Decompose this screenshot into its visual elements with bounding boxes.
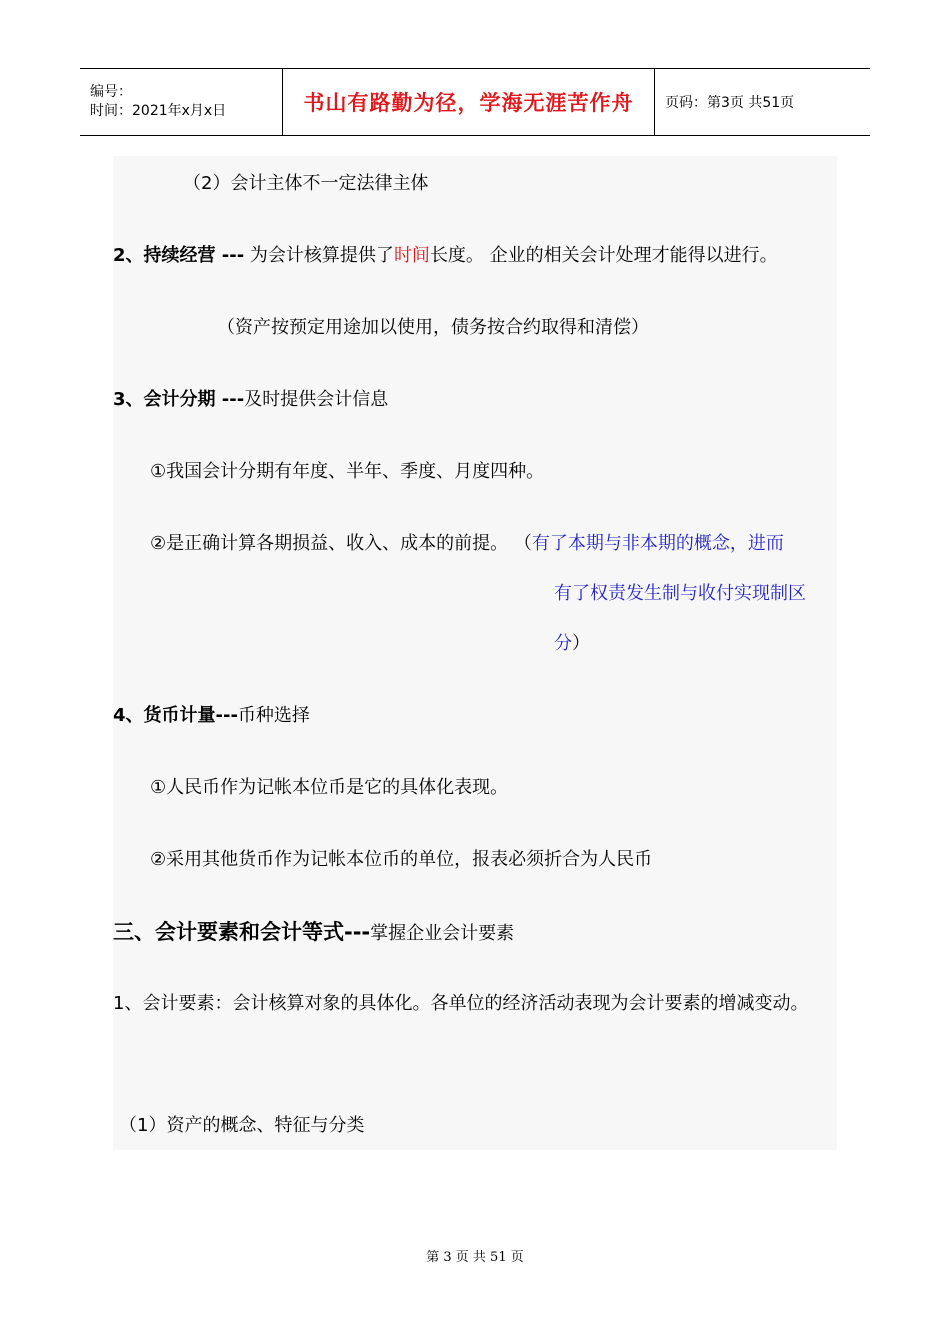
monetary-item-2: ②采用其他货币作为记帐本位币的单位，报表必须折合为人民币	[150, 849, 653, 870]
monetary-measurement-text: 币种选择	[237, 705, 310, 726]
header-meta	[80, 69, 282, 135]
accounting-period-line	[113, 388, 388, 412]
number-label: 编号：	[90, 84, 132, 100]
accounting-period-heading: 3、会计分期 ---	[113, 389, 245, 410]
period-item-2-close-paren: ）	[572, 633, 590, 654]
monetary-measurement-line	[113, 704, 310, 728]
document-header	[80, 68, 870, 136]
going-concern-heading: 2、持续经营 ---	[113, 245, 245, 266]
going-concern-text-a: 为会计核算提供了	[244, 245, 394, 266]
going-concern-line	[113, 244, 778, 268]
page-info-text: 页码：第3页 共51页	[665, 95, 795, 111]
period-item-2	[150, 532, 784, 556]
section-heading-3-title: 三、会计要素和会计等式---	[113, 920, 371, 944]
section-heading-3-sub: 掌握企业会计要素	[370, 923, 515, 944]
period-item-2-note-c	[554, 632, 590, 656]
going-concern-note: （资产按预定用途加以使用，债务按合约取得和清偿）	[217, 317, 649, 338]
accounting-period-text: 及时提供会计信息	[244, 389, 389, 410]
period-item-1: ①我国会计分期有年度、半年、季度、月度四种。	[150, 461, 545, 482]
period-item-2-text: ②是正确计算各期损益、收入、成本的前提。 （	[150, 533, 532, 554]
page-footer: 第 3 页 共 51 页	[426, 1250, 524, 1265]
motto-text: 书山有路勤为径，学海无涯苦作舟	[303, 91, 634, 115]
going-concern-highlight: 时间	[393, 245, 430, 266]
header-page-info	[655, 69, 870, 135]
accounting-entity-note: （2）会计主体不一定法律主体	[183, 173, 429, 194]
time-label: 时间：2021年x月x日	[90, 103, 227, 119]
going-concern-text-b: 长度。 企业的相关会计处理才能得以进行。	[429, 245, 778, 266]
monetary-measurement-heading: 4、货币计量---	[113, 705, 238, 726]
monetary-item-1: ①人民币作为记帐本位币是它的具体化表现。	[150, 777, 509, 798]
header-motto	[282, 69, 655, 135]
assets-subheading: （1）资产的概念、特征与分类	[119, 1115, 365, 1136]
period-item-2-note-a: 有了本期与非本期的概念，进而	[531, 533, 784, 554]
accounting-elements-definition: 1、会计要素：会计核算对象的具体化。各单位的经济活动表现为会计要素的增减变动。	[113, 993, 809, 1014]
period-item-2-note-b: 有了权责发生制与收付实现制区	[554, 583, 806, 604]
document-body	[113, 156, 837, 1150]
period-item-2-note-c-text: 分	[554, 633, 572, 654]
section-heading-3	[113, 920, 514, 946]
